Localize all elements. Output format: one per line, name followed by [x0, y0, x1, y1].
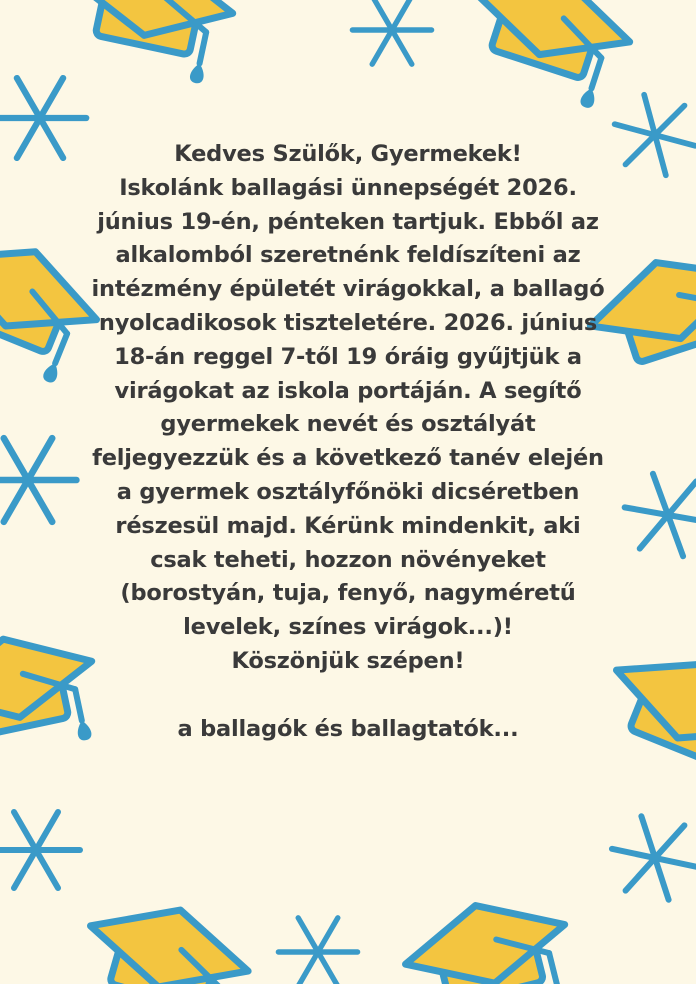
- notice-line: levelek, színes virágok...)!: [183, 614, 513, 641]
- notice-line: intézmény épületét virágokkal, a ballagó: [91, 276, 605, 303]
- graduation-cap-icon: [396, 886, 583, 984]
- snowflake-icon: [352, 0, 431, 64]
- notice-line: a gyermek osztályfőnöki dicséretben: [116, 478, 580, 505]
- snowflake-icon: [604, 812, 696, 905]
- notice-line: gyermekek nevét és osztályát: [160, 411, 536, 438]
- notice-line: (borostyán, tuja, fenyő, nagyméretű: [120, 580, 576, 607]
- notice-line: 18-án reggel 7-től 19 óráig gyűjtjük a: [114, 343, 582, 370]
- graduation-cap-icon: [56, 0, 241, 88]
- graduation-cap-icon: [70, 887, 260, 984]
- notice-line: június 19-én, pénteken tartjuk. Ebből az: [97, 208, 599, 235]
- notice-line: Iskolánk ballagási ünnepségét 2026.: [119, 174, 577, 201]
- graduation-cap-icon: [450, 0, 642, 114]
- thanks-line: Köszönjük szépen!: [231, 647, 465, 674]
- notice-line: feljegyezzük és a következő tanév elején: [92, 445, 604, 472]
- snowflake-icon: [278, 918, 357, 984]
- snowflake-icon: [0, 812, 80, 888]
- notice-line: nyolcadikosok tiszteletére. 2026. június: [98, 309, 598, 336]
- notice-line: virágokat az iskola portáján. A segítő: [114, 377, 582, 404]
- signature-line: a ballagók és ballagtatók...: [177, 715, 519, 742]
- ballagas-notice: [40, 138, 656, 746]
- notice-line: csak teheti, hozzon növényeket: [150, 546, 546, 573]
- notice-line: részesül majd. Kérünk mindenkit, aki: [115, 512, 581, 539]
- notice-line: alkalomból szeretnénk feldíszíteni az: [115, 242, 581, 269]
- spacer: [40, 679, 656, 713]
- greeting-line: Kedves Szülők, Gyermekek!: [174, 141, 522, 167]
